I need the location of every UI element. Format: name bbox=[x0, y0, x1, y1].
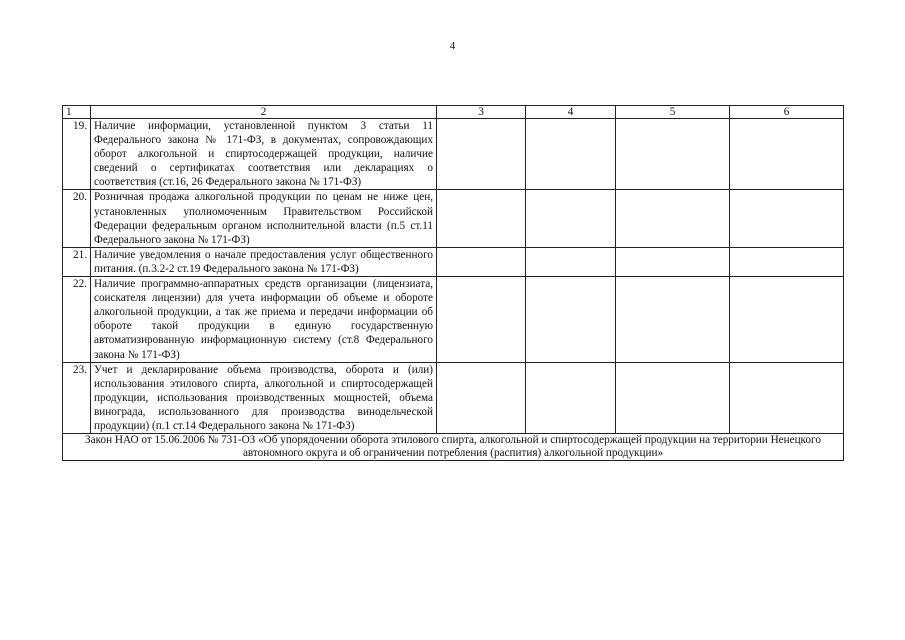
empty-cell bbox=[616, 119, 730, 190]
column-header: 6 bbox=[730, 106, 844, 119]
row-description: Наличие программно-аппаратных средств организации (лицензиата, соискателя лицензии) для учета информации об объеме и обороте алкогольной продукции, а так же приема и передачи информации об обороте такой продукции в единую государственную автоматизированную информационную систему (ст.8 Федерального закона № 171-ФЗ) bbox=[91, 277, 437, 363]
empty-cell bbox=[526, 277, 616, 363]
empty-cell bbox=[437, 119, 526, 190]
table-row bbox=[63, 277, 844, 363]
row-description: Наличие информации, установленной пунктом 3 статьи 11 Федерального закона № 171-ФЗ, в документах, сопровождающих оборот алкогольной и спиртосодержащей продукции, наличие сведений о сертификатах соответствия или декларациях о соответствия (ст.16, 26 Федерального закона № 171-ФЗ) bbox=[91, 119, 437, 190]
page-number: 4 bbox=[449, 40, 456, 52]
empty-cell bbox=[730, 119, 844, 190]
column-header: 5 bbox=[616, 106, 730, 119]
law-reference: Закон НАО от 15.06.2006 № 731-ОЗ «Об упорядочении оборота этилового спирта, алкогольной и спиртосодержащей продукции на территории Ненецкого автономного округа и об ограничении потребления (распития) алкогольной продукции» bbox=[63, 434, 844, 461]
column-header: 3 bbox=[437, 106, 526, 119]
table-row bbox=[63, 362, 844, 433]
row-number: 21. bbox=[63, 247, 91, 276]
column-header: 4 bbox=[526, 106, 616, 119]
table-footer-row bbox=[63, 434, 844, 461]
requirements-table bbox=[62, 105, 844, 461]
row-number: 20. bbox=[63, 190, 91, 247]
row-description: Наличие уведомления о начале предоставления услуг общественного питания. (п.3.2-2 ст.19 Федерального закона № 171-ФЗ) bbox=[91, 247, 437, 276]
row-number: 19. bbox=[63, 119, 91, 190]
empty-cell bbox=[616, 362, 730, 433]
table-row bbox=[63, 247, 844, 276]
empty-cell bbox=[437, 247, 526, 276]
empty-cell bbox=[437, 190, 526, 247]
empty-cell bbox=[526, 362, 616, 433]
table-row bbox=[63, 190, 844, 247]
empty-cell bbox=[526, 247, 616, 276]
empty-cell bbox=[730, 277, 844, 363]
column-header: 2 bbox=[91, 106, 437, 119]
empty-cell bbox=[616, 277, 730, 363]
row-number: 22. bbox=[63, 277, 91, 363]
column-header: 1 bbox=[63, 106, 91, 119]
empty-cell bbox=[437, 362, 526, 433]
table-row bbox=[63, 119, 844, 190]
table-header-row bbox=[63, 106, 844, 119]
row-number: 23. bbox=[63, 362, 91, 433]
empty-cell bbox=[730, 247, 844, 276]
empty-cell bbox=[616, 247, 730, 276]
empty-cell bbox=[526, 190, 616, 247]
empty-cell bbox=[616, 190, 730, 247]
empty-cell bbox=[730, 190, 844, 247]
row-description: Розничная продажа алкогольной продукции по ценам не ниже цен, установленных уполномоченным Правительством Российской Федерации федеральным органом исполнительной власти (п.5 ст.11 Федерального закона № 171-ФЗ) bbox=[91, 190, 437, 247]
empty-cell bbox=[437, 277, 526, 363]
empty-cell bbox=[526, 119, 616, 190]
row-description: Учет и декларирование объема производства, оборота и (или) использования этилового спирта, алкогольной и спиртосодержащей продукции, использования производственных мощностей, объема винограда, использованного для производства винодельческой продукции) (п.1 ст.14 Федерального закона № 171-ФЗ) bbox=[91, 362, 437, 433]
empty-cell bbox=[730, 362, 844, 433]
